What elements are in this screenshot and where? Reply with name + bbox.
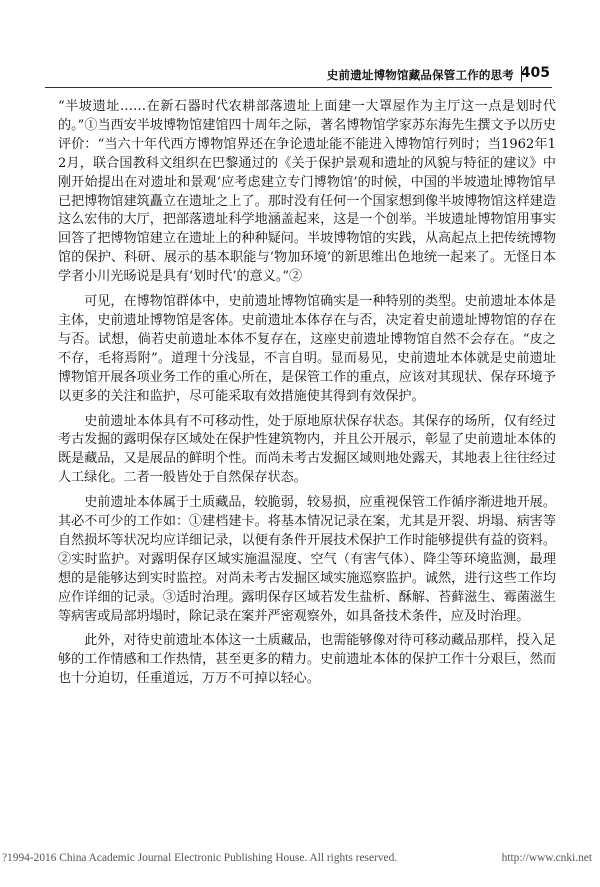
page-header (0, 58, 600, 88)
paragraph: 可见，在博物馆群体中，史前遗址博物馆确实是一种特别的类型。史前遗址本体是主体，史前遗址博物馆是客体。史前遗址本体存在与否，决定着史前遗址博物馆的存在与否。试想，倘若史前遗址本体不复存在，这座史前遗址博物馆自然不会存在。“皮之不存，毛将焉附”。道理十分浅显，不言自明。显而易见，史前遗址本体就是史前遗址博物馆开展各项业务工作的重心所在，是保管工作的重点，应该对其现状、保存环境予以更多的关注和监护，尽可能采取有效措施使其得到有效保护。 (58, 294, 556, 404)
page-footer (0, 852, 600, 870)
header-rule (45, 87, 552, 88)
paragraph: 史前遗址本体具有不可移动性，处于原地原状保存状态。其保存的场所，仅有经过考古发掘的露明保存区域处在保护性建筑物内，并且公开展示，彰显了史前遗址本体的既是藏品，又是展品的鲜明个性。而尚未考古发掘区域则地处露天，其地表上往往经过人工绿化。二者一般皆处于自然保存状态。 (58, 413, 556, 486)
running-title: 史前遗址博物馆藏品保管工作的思考 (326, 68, 514, 82)
paragraph-quote-continuation: “半坡遗址……在新石器时代农耕部落遗址上面建一大罩屋作为主厅这一点是划时代的。”①当西安半坡博物馆建馆四十周年之际，著名博物馆学家苏东海先生撰文予以历史评价：“当六十年代西方博物馆界还在争论遗址能不能进入博物馆行列时；当1962年12月，联合国教科文组织在巴黎通过的《关于保护景观和遗址的风貌与特征的建议》中刚开始提出在对遗址和景观‘应考虑建立专门博物馆’的时候，中国的半坡遗址博物馆早已把博物馆建筑矗立在遗址之上了。那时没有任何一个国家想到像半坡博物馆这样建造这么宏伟的大厅，把部落遗址科学地涵盖起来，这是一个创举。半坡遗址博物馆用事实回答了把博物馆建立在遗址上的种种疑问。半坡博物馆的实践，从高起点上把传统博物馆的保护、科研、展示的基本职能与‘物加环境’的新思维出色地统一起来了。无怪日本学者小川光旸说是具有‘划时代’的意义。”② (58, 99, 556, 285)
copyright-notice: ?1994-2016 China Academic Journal Electronic Publishing House. All rights reserved. (2, 852, 398, 864)
footer-url[interactable]: http://www.cnki.net (501, 852, 592, 864)
paragraph: 史前遗址本体属于土质藏品，较脆弱，较易损，应重视保管工作循序渐进地开展。其必不可少的工作如：①建档建卡。将基本情况记录在案，尤其是开裂、坍塌、病害等自然损坏等状况均应详细记录，以便有条件开展技术保护工作时能够提供有益的资料。②实时监护。对露明保存区域实施温湿度、空气（有害气体）、降尘等环境监测，最理想的是能够达到实时监控。对尚未考古发掘区域实施巡察监护。诚然，进行这些工作均应作详细的记录。③适时治理。露明保存区域若发生盐析、酥解、苔藓滋生、霉菌滋生等病害或局部坍塌时，除记录在案并严密观察外，如具备技术条件，应及时治理。 (58, 495, 556, 624)
paragraph: 此外，对待史前遗址本体这一土质藏品，也需能够像对待可移动藏品那样，投入足够的工作情感和工作热情，甚至更多的精力。史前遗址本体的保护工作十分艰巨，然而也十分迫切，任重道远，万万不可掉以轻心。 (58, 633, 556, 687)
article-body (58, 98, 556, 689)
page-number: 405 (520, 65, 550, 81)
